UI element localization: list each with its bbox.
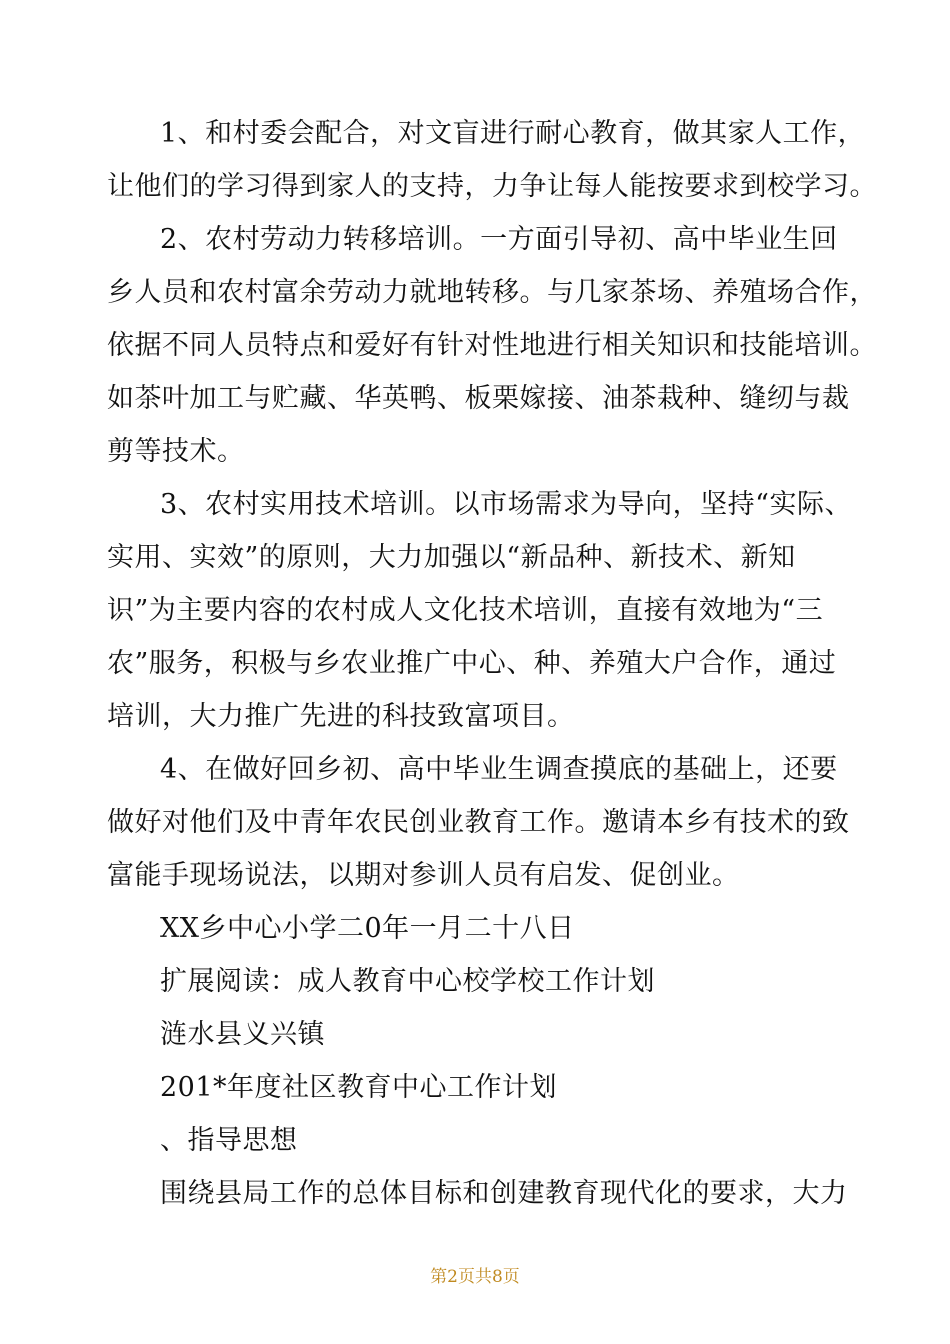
- paragraph-1-line-1: 1、和村委会配合，对文盲进行耐心教育，做其家人工作，: [160, 118, 866, 149]
- signature-date: XX乡中心小学二0年一月二十八日: [160, 913, 575, 944]
- paragraph-4-line-1: 4、在做好回乡初、高中毕业生调查摸底的基础上，还要: [160, 754, 838, 785]
- paragraph-2-line-1: 2、农村劳动力转移培训。一方面引导初、高中毕业生回: [160, 224, 838, 255]
- extended-reading-title: 扩展阅读：成人教育中心校学校工作计划: [160, 966, 655, 997]
- page-number-footer: 第2页共8页: [430, 1267, 520, 1287]
- plan-title: 201*年度社区教育中心工作计划: [160, 1072, 558, 1103]
- paragraph-3-line-2: 实用、实效”的原则，大力加强以“新品种、新技术、新知: [107, 542, 796, 573]
- paragraph-3-line-4: 农”服务，积极与乡农业推广中心、种、养殖大户合作，通过: [107, 648, 837, 679]
- paragraph-4-line-3: 富能手现场说法，以期对参训人员有启发、促创业。: [107, 860, 740, 891]
- paragraph-3-line-5: 培训，大力推广先进的科技致富项目。: [107, 701, 575, 732]
- town-name: 涟水县义兴镇: [160, 1019, 325, 1050]
- paragraph-5-line-1: 围绕县局工作的总体目标和创建教育现代化的要求，大力: [160, 1178, 848, 1209]
- paragraph-3-line-3: 识”为主要内容的农村成人文化技术培训，直接有效地为“三: [107, 595, 824, 626]
- paragraph-2-line-4: 如茶叶加工与贮藏、华英鸭、板栗嫁接、油茶栽种、缝纫与裁: [107, 383, 850, 414]
- paragraph-1-line-2: 让他们的学习得到家人的支持，力争让每人能按要求到校学习。: [107, 171, 877, 202]
- section-heading-guiding-ideology: 、指导思想: [160, 1125, 298, 1156]
- paragraph-4-line-2: 做好对他们及中青年农民创业教育工作。邀请本乡有技术的致: [107, 807, 850, 838]
- paragraph-2-line-5: 剪等技术。: [107, 436, 245, 467]
- paragraph-2-line-2: 乡人员和农村富余劳动力就地转移。与几家茶场、养殖场合作，: [107, 277, 877, 308]
- paragraph-3-line-1: 3、农村实用技术培训。以市场需求为导向，坚持“实际、: [160, 489, 852, 520]
- paragraph-2-line-3: 依据不同人员特点和爱好有针对性地进行相关知识和技能培训。: [107, 330, 877, 361]
